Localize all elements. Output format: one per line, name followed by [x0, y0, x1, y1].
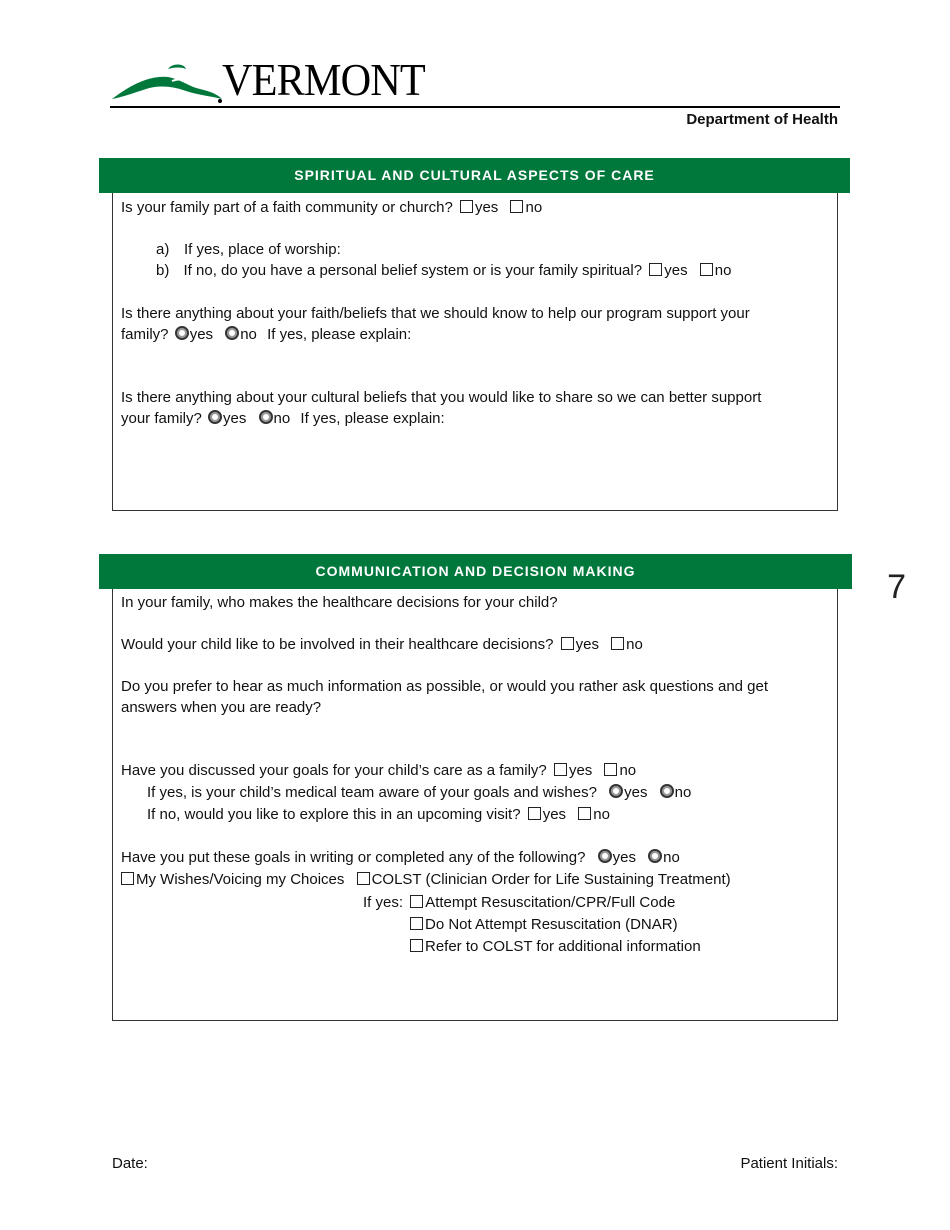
question-explore-visit: If no, would you like to explore this in an upcoming visit? yes no	[147, 806, 610, 823]
sub-question-belief-system: b) If no, do you have a personal belief system or is your family spiritual? yes no	[156, 262, 732, 279]
checkbox-dnar[interactable]	[410, 917, 423, 930]
question-child-involved: Would your child like to be involved in their healthcare decisions? yes no	[121, 636, 643, 653]
checkbox-explore-no[interactable]	[578, 807, 591, 820]
question-decision-maker: In your family, who makes the healthcare decisions for your child?	[121, 594, 558, 611]
checkbox-faith-no[interactable]	[510, 200, 523, 213]
footer-patient-initials-label: Patient Initials:	[740, 1155, 838, 1172]
question-information-line1: Do you prefer to hear as much information as possible, or would you rather ask questions and get	[121, 678, 769, 695]
radio-faith-beliefs-no[interactable]	[225, 326, 239, 340]
checkbox-involved-yes[interactable]	[561, 637, 574, 650]
radio-team-aware-no[interactable]	[660, 784, 674, 798]
radio-cultural-yes[interactable]	[208, 410, 222, 424]
checkbox-explore-yes[interactable]	[528, 807, 541, 820]
question-cultural-beliefs-line2: your family? yes no If yes, please explain:	[121, 410, 445, 427]
checkbox-involved-no[interactable]	[611, 637, 624, 650]
mountain-logo-icon	[110, 55, 222, 105]
checkbox-colst[interactable]	[357, 872, 370, 885]
question-team-aware: If yes, is your child’s medical team aware of your goals and wishes? yes no	[147, 784, 692, 801]
question-cultural-beliefs-line1: Is there anything about your cultural beliefs that you would like to share so we can better support	[121, 389, 762, 406]
checkbox-faith-yes[interactable]	[460, 200, 473, 213]
radio-writing-no[interactable]	[648, 849, 662, 863]
goal-documents-options: My Wishes/Voicing my Choices COLST (Clinician Order for Life Sustaining Treatment)	[121, 870, 731, 890]
checkbox-goals-no[interactable]	[604, 763, 617, 776]
sub-question-worship: a) If yes, place of worship:	[156, 241, 341, 258]
section-header-spiritual: SPIRITUAL AND CULTURAL ASPECTS OF CARE	[99, 158, 850, 193]
radio-cultural-no[interactable]	[259, 410, 273, 424]
colst-option-refer: Refer to COLST for additional information	[410, 937, 701, 957]
checkbox-belief-yes[interactable]	[649, 263, 662, 276]
colst-option-dnar: Do Not Attempt Resuscitation (DNAR)	[410, 915, 678, 935]
logo-wordmark: VERMONT	[222, 54, 425, 105]
footer-date-label: Date:	[112, 1155, 148, 1172]
colst-option-attempt: If yes: Attempt Resuscitation/CPR/Full Code	[363, 894, 676, 911]
header-divider	[110, 106, 840, 108]
question-faith-beliefs-line2: family? yes no If yes, please explain:	[121, 326, 412, 343]
radio-team-aware-yes[interactable]	[609, 784, 623, 798]
checkbox-my-wishes[interactable]	[121, 872, 134, 885]
question-information-line2: answers when you are ready?	[121, 699, 322, 716]
question-faith-community: Is your family part of a faith community or church? yes no	[121, 199, 543, 216]
checkbox-refer-colst[interactable]	[410, 939, 423, 952]
question-goals-writing: Have you put these goals in writing or completed any of the following? yes no	[121, 849, 680, 866]
radio-writing-yes[interactable]	[598, 849, 612, 863]
radio-faith-beliefs-yes[interactable]	[175, 326, 189, 340]
checkbox-attempt-resuscitation[interactable]	[410, 895, 423, 908]
department-name: Department of Health	[686, 111, 838, 128]
section-header-communication: COMMUNICATION AND DECISION MAKING	[99, 554, 852, 589]
page-number: 7	[887, 568, 906, 606]
question-goals-discussed: Have you discussed your goals for your child’s care as a family? yes no	[121, 762, 637, 779]
question-faith-beliefs-line1: Is there anything about your faith/beliefs that we should know to help our program support your	[121, 305, 750, 322]
checkbox-belief-no[interactable]	[700, 263, 713, 276]
vermont-logo	[110, 55, 430, 105]
checkbox-goals-yes[interactable]	[554, 763, 567, 776]
